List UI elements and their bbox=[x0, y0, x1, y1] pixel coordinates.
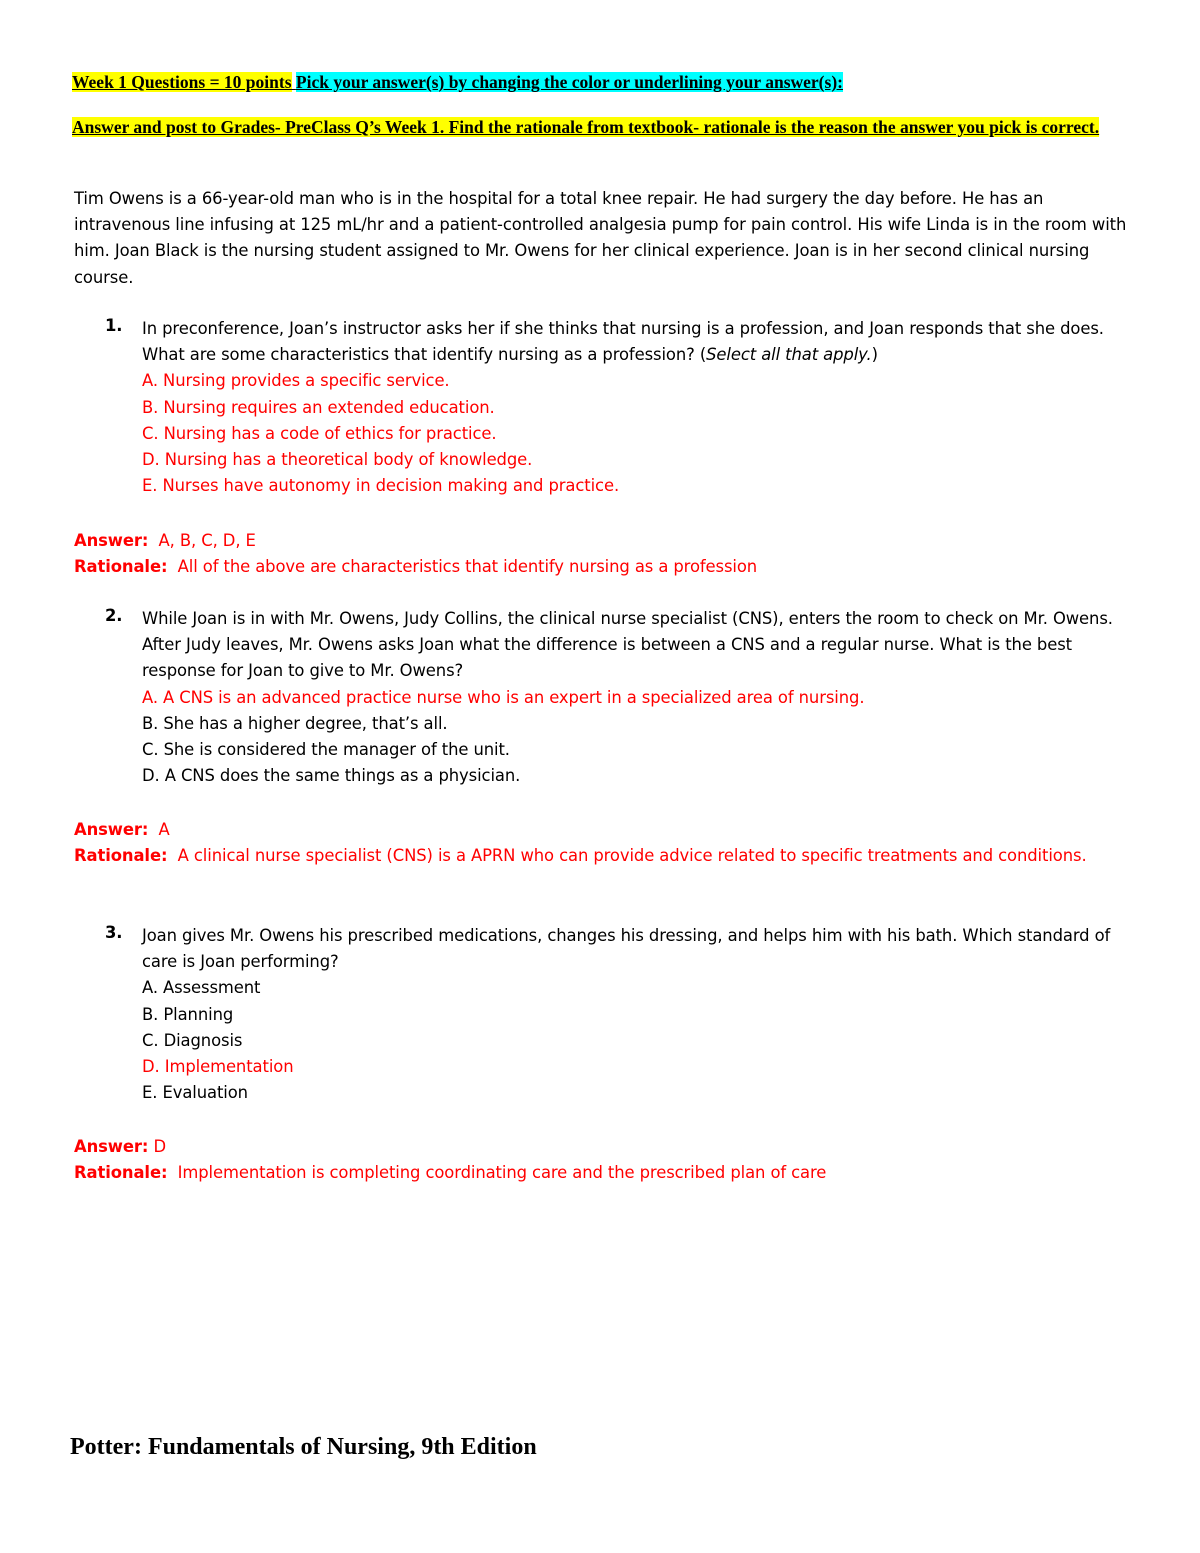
rationale-line: Rationale: All of the above are characteristics that identify nursing as a profession bbox=[74, 557, 758, 577]
answer-line: Answer: A, B, C, D, E bbox=[74, 531, 256, 550]
answer-block-3 bbox=[74, 1134, 1134, 1186]
option-e[interactable]: E. Nurses have autonomy in decision making and practice. bbox=[142, 476, 620, 496]
question-2 bbox=[105, 606, 1135, 789]
option-a[interactable]: A. Assessment bbox=[142, 978, 261, 998]
header-instructions: Pick your answer(s) by changing the color or underlining your answer(s): bbox=[295, 72, 843, 92]
header-post-instructions: Answer and post to Grades- PreClass Q’s Week 1. Find the rationale from textbook- rationale is the reason the answer you pick is correct. bbox=[72, 117, 1100, 137]
question-number: 1. bbox=[105, 316, 123, 335]
option-b[interactable]: B. She has a higher degree, that’s all. bbox=[142, 713, 448, 733]
header-line-1 bbox=[72, 72, 843, 93]
answer-block-2 bbox=[74, 817, 1134, 869]
question-1 bbox=[105, 316, 1135, 499]
question-text: In preconference, Joan’s instructor asks her if she thinks that nursing is a profession, and Joan responds that she does. What are some characteristics that identify nursing as a profession? (Select all that apply.) bbox=[142, 319, 1104, 365]
header-points: Week 1 Questions = 10 points bbox=[72, 72, 292, 92]
question-number: 2. bbox=[105, 606, 123, 625]
question-text: While Joan is in with Mr. Owens, Judy Collins, the clinical nurse specialist (CNS), enters the room to check on Mr. Owens. After Judy leaves, Mr. Owens asks Joan what the difference is between a CNS and a regular nurse. What is the best response for Joan to give to Mr. Owens? bbox=[142, 609, 1113, 681]
case-intro: Tim Owens is a 66-year-old man who is in the hospital for a total knee repair. He had surgery the day before. He has an intravenous line infusing at 125 mL/hr and a patient-controlled analgesia pump for pain control. His wife Linda is in the room with him. Joan Black is the nursing student assigned to Mr. Owens for her clinical experience. Joan is in her second clinical nursing course. bbox=[74, 189, 1127, 287]
option-c[interactable]: C. She is considered the manager of the unit. bbox=[142, 740, 510, 760]
rationale-line: Rationale: A clinical nurse specialist (CNS) is a APRN who can provide advice related to specific treatments and conditions. bbox=[74, 846, 1087, 866]
answer-line: Answer: A bbox=[74, 820, 170, 839]
header-line-2 bbox=[72, 114, 1122, 140]
option-d[interactable]: D. Nursing has a theoretical body of knowledge. bbox=[142, 450, 533, 470]
question-3 bbox=[105, 923, 1135, 1106]
option-c[interactable]: C. Diagnosis bbox=[142, 1030, 243, 1050]
option-d[interactable]: D. A CNS does the same things as a physician. bbox=[142, 766, 521, 786]
question-text: Joan gives Mr. Owens his prescribed medications, changes his dressing, and helps him with his bath. Which standard of care is Joan performing? bbox=[142, 926, 1111, 972]
select-all-note: Select all that apply. bbox=[706, 345, 872, 365]
rationale-line: Rationale: Implementation is completing coordinating care and the prescribed plan of care bbox=[74, 1163, 827, 1183]
option-a[interactable]: A. Nursing provides a specific service. bbox=[142, 371, 450, 391]
option-b[interactable]: B. Planning bbox=[142, 1004, 234, 1024]
answer-line: Answer: D bbox=[74, 1137, 166, 1156]
option-d[interactable]: D. Implementation bbox=[142, 1057, 294, 1077]
option-e[interactable]: E. Evaluation bbox=[142, 1083, 248, 1103]
option-c[interactable]: C. Nursing has a code of ethics for practice. bbox=[142, 423, 497, 443]
option-b[interactable]: B. Nursing requires an extended education. bbox=[142, 397, 495, 417]
option-a[interactable]: A. A CNS is an advanced practice nurse who is an expert in a specialized area of nursing. bbox=[142, 687, 865, 707]
question-number: 3. bbox=[105, 923, 123, 942]
answer-block-1 bbox=[74, 528, 1134, 580]
page-footer: Potter: Fundamentals of Nursing, 9th Edition bbox=[70, 1434, 537, 1460]
